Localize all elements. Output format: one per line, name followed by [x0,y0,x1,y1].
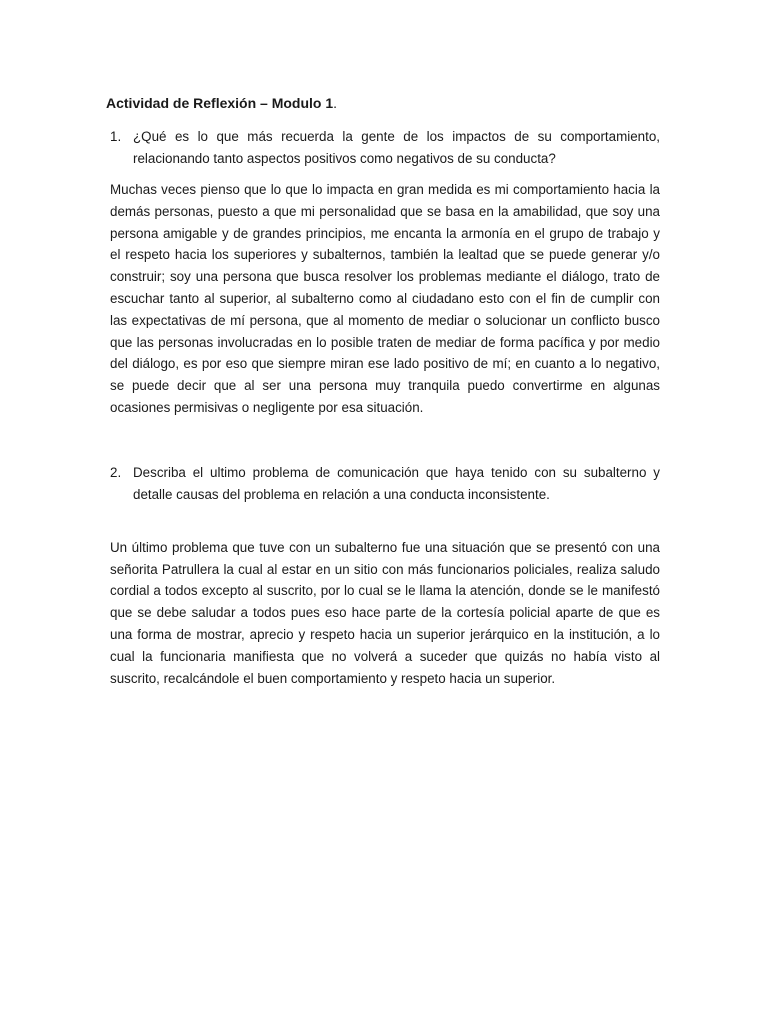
question-1-number: 1. [110,129,122,144]
document-title-text: Actividad de Reflexión – Modulo 1 [106,95,334,111]
question-2-text: Describa el ultimo problema de comunicación que haya tenido con su subalterno y detalle causas del problema en relación a una conducta inconsistente. [133,464,660,502]
document-body [106,90,660,689]
answer-1-paragraph: Muchas veces pienso que lo que lo impacta en gran medida es mi comportamiento hacia la demás personas, puesto a que mi personalidad que se basa en la amabilidad, que soy una persona amigable y de grandes principios, me encanta la armonía en el grupo de trabajo y el respeto hacia los superiores y subalternos, también la lealtad que se puede generar y/o construir; soy una persona que busca resolver los problemas mediante el diálogo, trato de escuchar tanto al superior, al subalterno como al ciudadano esto con el fin de cumplir con las expectativas de mí persona, que al momento de mediar o solucionar un conflicto busco que las personas involucradas en lo posible traten de mediar de forma pacífica y por medio del diálogo, es por eso que siempre miran ese lado positivo de mí; en cuanto a lo negativo, se puede decir que al ser una persona muy tranquila puedo convertirme en algunas ocasiones permisivas o negligente por esa situación. [110,182,660,415]
question-2 [110,462,660,506]
question-1 [110,126,660,170]
document-title-suffix: . [333,95,338,111]
answer-2-paragraph: Un último problema que tuve con un subalterno fue una situación que se presentó con una señorita Patrullera la cual al estar en un sitio con más funcionarios policiales, realiza saludo cordial a todos excepto al suscrito, por lo cual se le llama la atención, donde se le manifestó que se debe saludar a todos pues eso hace parte de la cortesía policial aparte de que es una forma de mostrar, aprecio y respeto hacia un superior jerárquico en la institución, a lo cual la funcionaria manifiesta que no volverá a suceder que quizás no había visto al suscrito, recalcándole el buen comportamiento y respeto hacia un superior. [110,539,660,686]
question-2-number: 2. [110,464,122,480]
question-1-text: ¿Qué es lo que más recuerda la gente de los impactos de su comportamiento, relacionando tanto aspectos positivos como negativos de su conducta? [133,129,660,166]
document-title [106,90,660,114]
